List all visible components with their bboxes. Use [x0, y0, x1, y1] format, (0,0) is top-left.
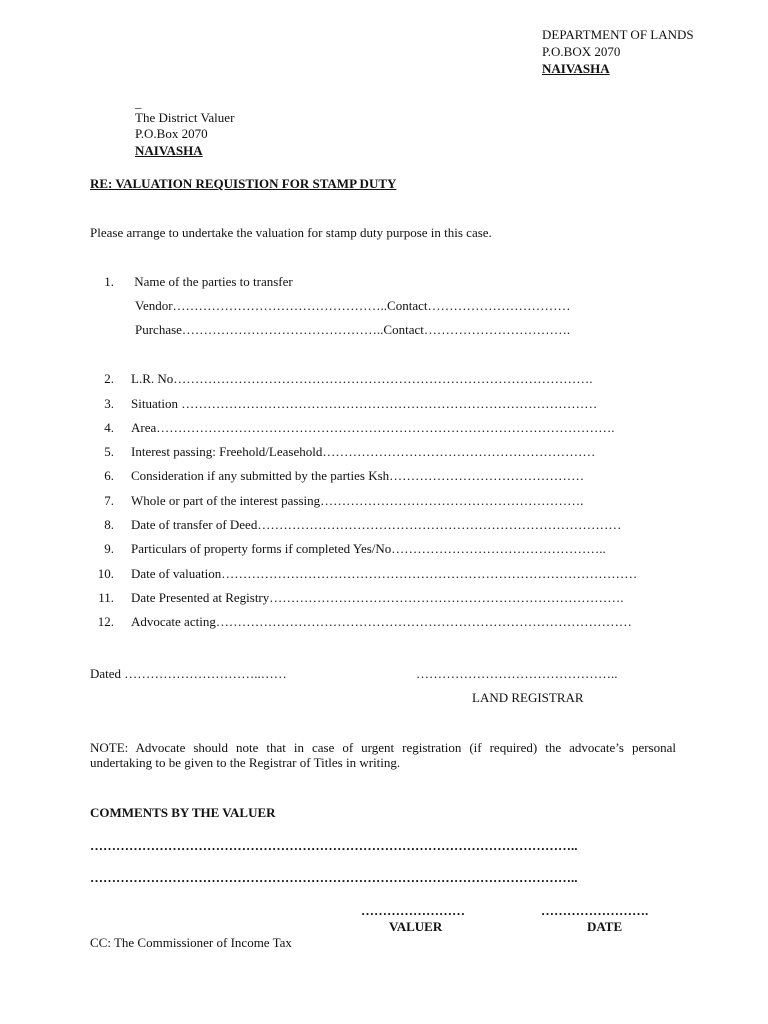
item-number: 7. — [104, 493, 114, 508]
list-item[interactable] — [90, 493, 583, 509]
item-number: 9. — [104, 541, 114, 556]
list-item[interactable] — [90, 396, 597, 412]
item-number: 5. — [104, 444, 114, 459]
item-number: 1. — [104, 274, 114, 289]
cc-line: CC: The Commissioner of Income Tax — [90, 935, 292, 950]
dated-field[interactable]: Dated …………………………..…… — [90, 666, 287, 681]
recipient-name: The District Valuer — [135, 110, 235, 125]
item-text: Whole or part of the interest passing……………………………………………………. — [131, 493, 584, 508]
item-number: 8. — [104, 517, 114, 532]
item-text: Consideration if any submitted by the parties Ksh……………………………………… — [131, 468, 585, 483]
comments-heading: COMMENTS BY THE VALUER — [90, 805, 276, 820]
sender-department: DEPARTMENT OF LANDS — [542, 27, 694, 42]
item-text: Interest passing: Freehold/Leasehold……………………………………………………… — [131, 444, 596, 459]
item-number: 3. — [104, 396, 114, 411]
item-text: Date of transfer of Deed………………………………………………………………………… — [131, 517, 622, 532]
item-text: Particulars of property forms if completed Yes/No………………………………………….. — [131, 541, 606, 556]
note-line-1: NOTE: Advocate should note that in case of urgent registration (if required) the advocate’s personal — [90, 740, 676, 755]
date-signature-line[interactable]: ……………………. — [541, 903, 649, 918]
recipient-po-box: P.O.Box 2070 — [135, 126, 208, 141]
item-text: Name of the parties to transfer — [134, 274, 293, 289]
item-number: 4. — [104, 420, 114, 435]
registrar-signature-line[interactable]: ……………………………………….. — [416, 666, 618, 681]
date-label: DATE — [587, 919, 623, 934]
list-item[interactable] — [90, 614, 632, 630]
item-number: 6. — [104, 468, 114, 483]
vendor-field[interactable]: Vendor…………………………………………..Contact…………………………… — [135, 298, 571, 313]
subject-line: RE: VALUATION REQUISTION FOR STAMP DUTY — [90, 176, 397, 191]
sender-po-box: P.O.BOX 2070 — [542, 44, 621, 59]
item-text: Area……………………………………………………………………………………………. — [131, 420, 615, 435]
item-text: Situation …………………………………………………………………………………… — [131, 396, 598, 411]
land-registrar-label: LAND REGISTRAR — [472, 690, 584, 705]
list-item — [90, 274, 293, 290]
list-item[interactable] — [90, 590, 624, 606]
valuer-signature-line[interactable]: …………………… — [361, 903, 465, 918]
list-item[interactable] — [90, 371, 593, 387]
item-text: Date Presented at Registry………………………………………………………………………. — [131, 590, 624, 605]
sender-town: NAIVASHA — [542, 61, 610, 76]
item-number: 10. — [97, 566, 114, 581]
list-item[interactable] — [90, 566, 637, 582]
item-text: Advocate acting…………………………………………………………………………………… — [131, 614, 632, 629]
list-item[interactable] — [90, 420, 615, 436]
list-item[interactable] — [90, 468, 584, 484]
item-number: 11. — [98, 590, 114, 605]
list-item[interactable] — [90, 541, 606, 557]
valuer-label: VALUER — [389, 919, 443, 934]
note-line-2: undertaking to be given to the Registrar of Titles in writing. — [90, 755, 401, 770]
list-item[interactable] — [90, 444, 595, 460]
comments-line-1[interactable]: ………………………………………………………………………………………………….. — [90, 838, 578, 853]
comments-line-2[interactable]: ………………………………………………………………………………………………….. — [90, 870, 578, 885]
item-number: 12. — [97, 614, 114, 629]
item-text: Date of valuation…………………………………………………………………………………… — [131, 566, 638, 581]
list-item[interactable] — [90, 517, 621, 533]
item-text: L.R. No……………………………………………………………………………………. — [131, 371, 593, 386]
item-number: 2. — [104, 371, 114, 386]
recipient-town: NAIVASHA — [135, 143, 203, 158]
purchase-field[interactable]: Purchase………………………………………..Contact……………………………. — [135, 322, 571, 337]
intro-text: Please arrange to undertake the valuation for stamp duty purpose in this case. — [90, 225, 492, 240]
recipient-dash: _ — [135, 95, 142, 110]
